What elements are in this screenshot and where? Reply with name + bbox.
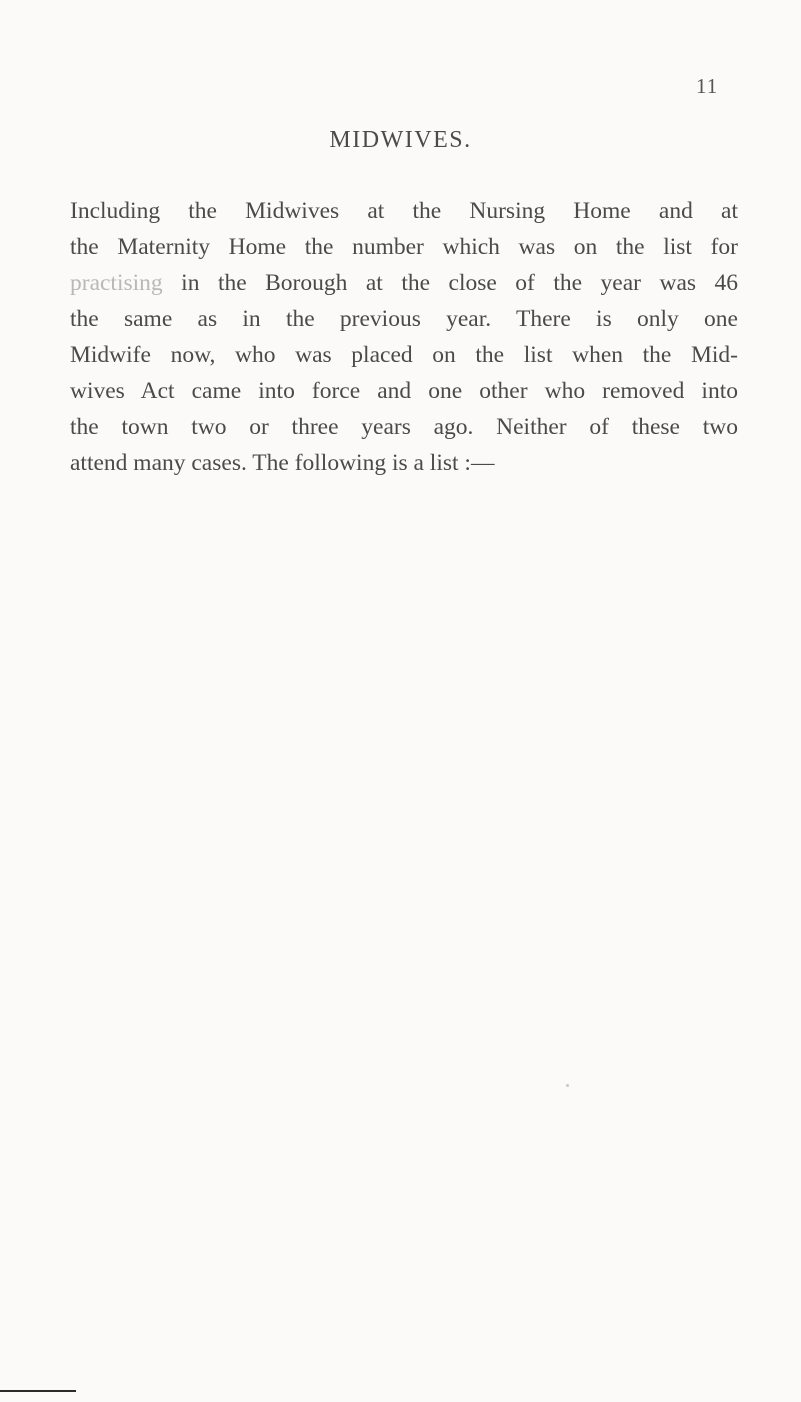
section-heading: MIDWIVES. <box>329 127 472 153</box>
paragraph-line-text: in the Borough at the close of the year was 46 <box>181 270 739 296</box>
paragraph-line: wives Act came into force and one other who removed into <box>70 378 738 404</box>
paragraph-line: the Maternity Home the number which was on the list for <box>70 234 738 260</box>
page-edge-mark <box>0 1390 76 1392</box>
paragraph-line: attend many cases. The following is a list :— <box>70 450 495 476</box>
paragraph-line: the town two or three years ago. Neither of these two <box>70 414 738 440</box>
faint-word: practising <box>70 270 163 296</box>
paper-speck <box>566 1084 569 1087</box>
paragraph-line: the same as in the previous year. There is only one <box>70 306 738 332</box>
paragraph-line: Midwife now, who was placed on the list when the Mid- <box>70 342 738 368</box>
paragraph-line: Including the Midwives at the Nursing Home and at <box>70 198 738 224</box>
page-number: 11 <box>696 74 719 98</box>
paragraph-line-with-faint-word <box>70 265 738 301</box>
body-paragraph <box>70 193 738 481</box>
